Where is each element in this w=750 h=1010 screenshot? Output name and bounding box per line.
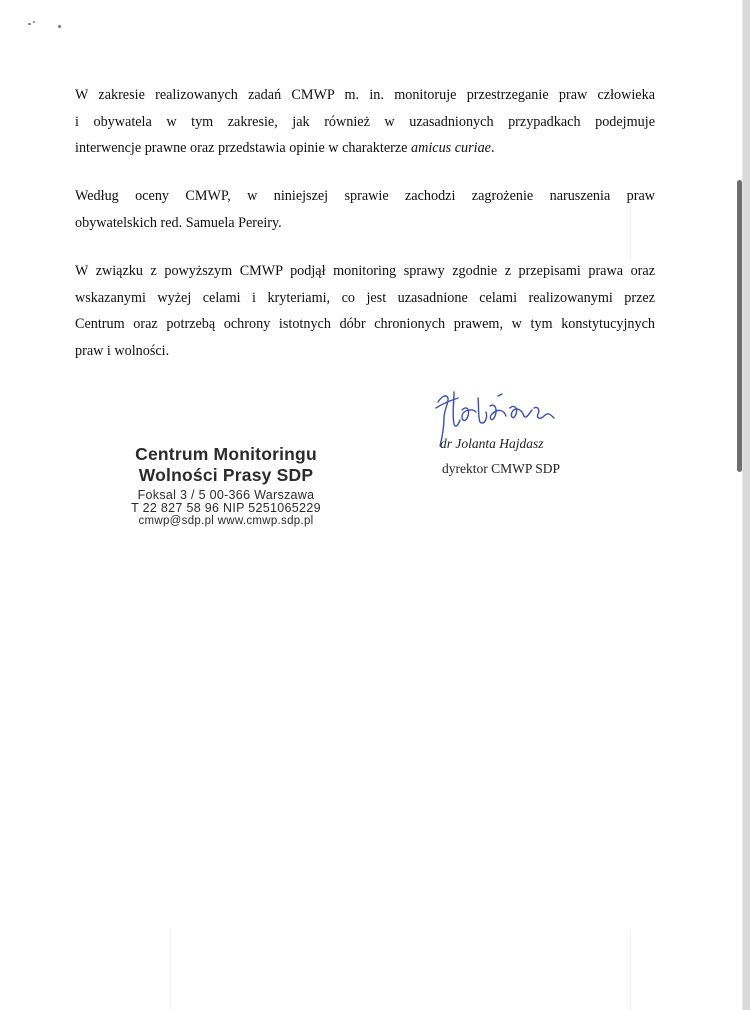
paragraph-2 xyxy=(75,183,655,236)
paragraph-last-line: praw i wolności. xyxy=(75,342,170,359)
stamp-contact: cmwp@sdp.pl www.cmwp.sdp.pl xyxy=(138,515,314,528)
institution-stamp xyxy=(106,444,346,529)
paragraph-line: Centrum oraz potrzebą ochrony istotnych dóbr chronionych prawem, w tym konstytucyjnych xyxy=(75,316,655,332)
paragraph-3 xyxy=(75,258,655,364)
signatory-title: dyrektor CMWP SDP xyxy=(442,461,561,476)
scan-specks xyxy=(28,20,68,30)
scan-fold-mark xyxy=(170,930,171,1010)
paragraph-1 xyxy=(75,82,655,162)
stamp-address: Foksal 3 / 5 00-366 Warszawa xyxy=(137,488,315,502)
text-run: interwencje prawne oraz przedstawia opinie w charakterze xyxy=(75,140,411,156)
paragraph-line: W związku z powyższym CMWP podjął monitoring sprawy zgodnie z przepisami prawa oraz xyxy=(75,263,655,279)
paragraph-line: Według oceny CMWP, w niniejszej sprawie zachodzi zagrożenie naruszenia praw xyxy=(75,188,655,204)
text-run: . xyxy=(490,140,495,156)
paragraph-line: i obywatela w tym zakresie, jak również w uzasadnionych przypadkach podejmuje xyxy=(75,113,655,130)
signatory-name: dr Jolanta Hajdasz xyxy=(440,436,544,451)
stamp-phone-nip: T 22 827 58 96 NIP 5251065229 xyxy=(131,501,321,516)
paragraph-line: W zakresie realizowanych zadań CMWP m. in. monitoruje przestrzeganie praw człowieka xyxy=(75,87,655,103)
page-edge xyxy=(742,0,743,1010)
scan-fold-mark xyxy=(630,930,631,1010)
paragraph-last-line: obywatelskich red. Samuela Pereiry. xyxy=(75,214,282,231)
stamp-title-line-2: Wolności Prasy SDP xyxy=(138,465,314,485)
vertical-scrollbar-thumb[interactable] xyxy=(737,180,742,472)
paragraph-last-line xyxy=(75,135,655,162)
stamp-title-line-1: Centrum Monitoringu xyxy=(135,444,317,464)
paragraph-line: wskazanymi wyżej celami i kryteriami, co jest uzasadnione celami realizowanymi przez xyxy=(75,289,655,306)
latin-phrase: amicus curiae xyxy=(410,140,491,156)
